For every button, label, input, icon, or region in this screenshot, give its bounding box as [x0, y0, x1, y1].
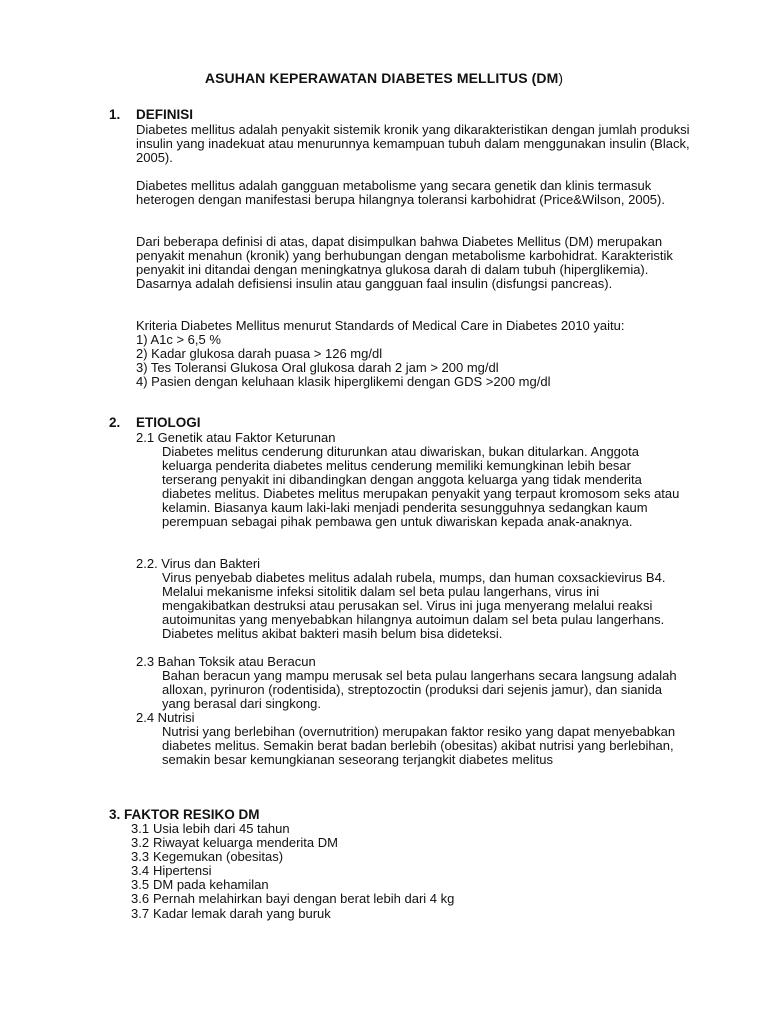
etiologi-sub-heading: 2.1 Genetik atau Faktor Keturunan: [136, 430, 336, 445]
criteria-item: 2) Kadar glukosa darah puasa > 126 mg/dl: [136, 345, 383, 361]
definisi-paragraph-1: [136, 123, 696, 165]
title-main: ASUHAN KEPERAWATAN DIABETES MELLITUS (DM: [204, 70, 559, 86]
criteria-item: 3) Tes Toleransi Glukosa Oral glukosa darah 2 jam > 200 mg/dl: [136, 359, 499, 375]
etiologi-sub-heading: 2.3 Bahan Toksik atau Beracun: [136, 654, 316, 669]
criteria-item: 4) Pasien dengan keluhaan klasik hiperglikemi dengan GDS >200 mg/dl: [136, 373, 551, 389]
criteria-intro: Kriteria Diabetes Mellitus menurut Standards of Medical Care in Diabetes 2010 yaitu:: [136, 318, 625, 333]
paragraph-text: Virus penyebab diabetes melitus adalah rubela, mumps, dan human coxsackievirus B4. Melalui mekanisme infeksi sitolitik dalam sel beta pulau langerhans, virus ini mengakibatkan destruksi atau perusakan sel. Virus ini juga menyerang melalui reaksi autoimunitas yang menyebabkan hilangnya autoimun dalam sel beta pulau langerhans. Diabetes melitus akibat bakteri masih belum bisa dideteksi.: [162, 570, 666, 641]
list-item-text: Riwayat keluarga menderita DM: [153, 835, 338, 851]
list-item-number: 3.6: [131, 891, 150, 907]
list-item: [131, 907, 454, 921]
section-number: 2.: [109, 415, 121, 430]
list-item-text: Usia lebih dari 45 tahun: [153, 821, 290, 836]
section-heading-faktor: 3. FAKTOR RESIKO DM: [109, 807, 260, 822]
etiologi-sub-heading: 2.2. Virus dan Bakteri: [136, 556, 261, 571]
paragraph-text: Dari beberapa definisi di atas, dapat disimpulkan bahwa Diabetes Mellitus (DM) merupakan penyakit menahun (kronik) yang berhubungan dengan metabolisme karbohidrat. Karakteristik penyakit ini ditandai dengan meningkatnya glukosa darah di dalam tubuh (hiperglikemia). Dasarnya adalah defisiensi insulin atau gangguan faal insulin (disfungsi pancreas).: [136, 234, 673, 291]
list-item: [131, 822, 454, 836]
list-item-number: 3.4: [131, 863, 150, 879]
section-number: 1.: [109, 107, 121, 122]
list-item-number: 3.7: [131, 905, 150, 921]
list-item-text: Hipertensi: [153, 863, 212, 879]
definisi-criteria: [136, 319, 696, 389]
list-item-text: Kegemukan (obesitas): [153, 849, 284, 865]
paragraph-text: Diabetes melitus cenderung diturunkan atau diwariskan, bukan ditularkan. Anggota keluarga penderita diabetes melitus cenderung memiliki kemungkinan lebih besar terserang penyakit ini dibandingkan dengan anggota keluarga yang tidak menderita diabetes melitus. Diabetes melitus merupakan penyakit yang terpaut kromosom seks atau kelamin. Biasanya kaum laki-laki menjadi penderita sesungguhnya sedangkan kaum perempuan sebagai pihak pembawa gen untuk diwariskan kepada anak-anaknya.: [162, 444, 680, 529]
definisi-paragraph-2: [136, 179, 696, 207]
document-title: [0, 70, 768, 86]
etiologi-sub-body: [162, 669, 682, 711]
paragraph-text: Bahan beracun yang mampu merusak sel beta pulau langerhans secara langsung adalah alloxan, pyrinuron (rodentisida), streptozoctin (produksi dari sejenis jamur), dan sianida yang berasal dari singkong.: [162, 668, 677, 711]
list-item-text: Kadar lemak darah yang buruk: [153, 905, 331, 921]
etiologi-sub-heading: 2.4 Nutrisi: [136, 710, 195, 725]
paragraph-text: Diabetes mellitus adalah penyakit sistemik kronik yang dikarakteristikan dengan jumlah produksi insulin yang inadekuat atau menurunnya kemampuan tubuh dalam menggunakan insulin (Black, 2005).: [136, 122, 690, 165]
list-item-text: DM pada kehamilan: [153, 877, 269, 893]
title-close-paren: ): [558, 70, 564, 86]
risk-factor-list: [131, 822, 454, 921]
section-label: DEFINISI: [136, 107, 194, 122]
paragraph-text: Diabetes mellitus adalah gangguan metabolisme yang secara genetik dan klinis termasuk heterogen dengan manifestasi berupa hilangnya toleransi karbohidrat (Price&Wilson, 2005).: [136, 178, 665, 207]
list-item-number: 3.5: [131, 877, 150, 893]
paragraph-text: Nutrisi yang berlebihan (overnutrition) merupakan faktor resiko yang dapat menyebabkan diabetes melitus. Semakin berat badan berlebih (obesitas) akibat nutrisi yang berlebihan, semakin besar kemungkianan seseorang terjangkit diabetes melitus: [162, 724, 676, 767]
etiologi-sub-body: [162, 445, 682, 528]
list-item: [131, 850, 454, 864]
list-item: [131, 892, 454, 906]
list-item: [131, 836, 454, 850]
list-item-number: 3.3: [131, 849, 150, 865]
list-item-number: 3.1: [131, 821, 150, 836]
list-item: [131, 878, 454, 892]
list-item-text: Pernah melahirkan bayi dengan berat lebih dari 4 kg: [153, 891, 455, 907]
criteria-item: 1) A1c > 6,5 %: [136, 331, 221, 347]
list-item-number: 3.2: [131, 835, 150, 851]
etiologi-sub-body: [162, 571, 682, 641]
section-label: ETIOLOGI: [136, 415, 201, 430]
list-item: [131, 864, 454, 878]
etiologi-sub-body: [162, 725, 682, 767]
definisi-paragraph-3: [136, 235, 696, 291]
